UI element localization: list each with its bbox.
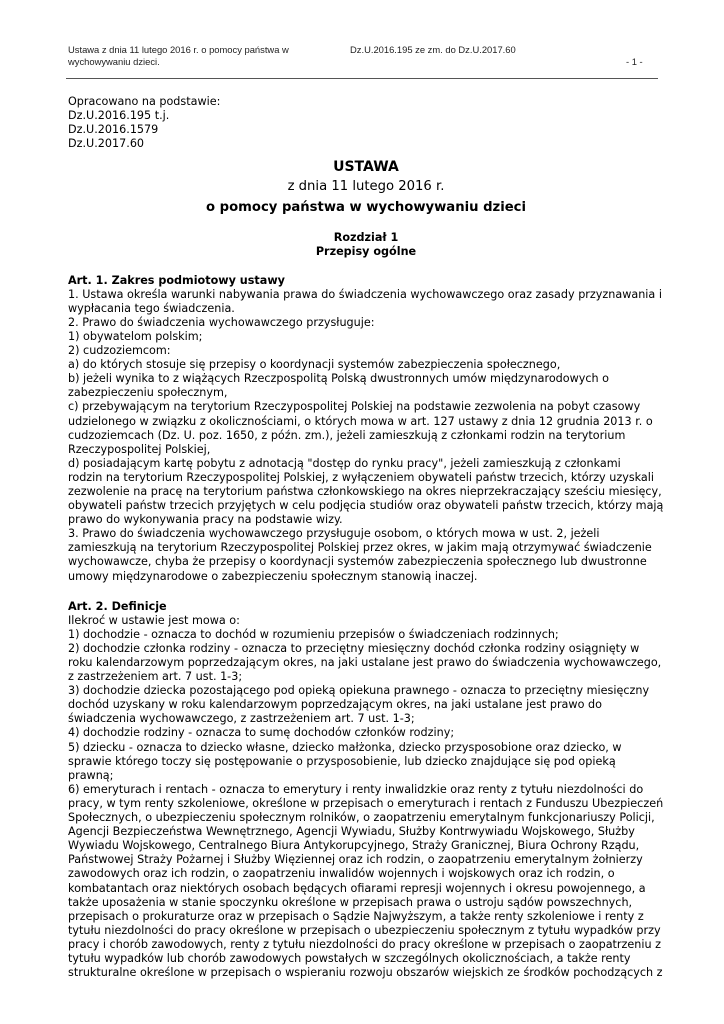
text-line: tytułu niezdolności do pracy określone w przepisach o ubezpieczeniu społecznym z tytułu wypadków przy xyxy=(68,923,661,937)
text-line: tytułu wypadków lub chorób zawodowych powstałych w szczególnych okolicznościach, a także renty xyxy=(68,951,631,965)
text-line: 1) dochodzie - oznacza to dochód w rozumieniu przepisów o świadczeniach rodzinnych; xyxy=(68,627,559,641)
text-line: 3. Prawo do świadczenia wychowawczego przysługuje osobom, o których mowa w ust. 2, jeżeli xyxy=(68,527,600,541)
text-line: pracy, w tym renty szkoleniowe, określone w przepisach o emeryturach i rentach z Funduszu Ubezpieczeń xyxy=(68,796,664,810)
text-line: zezwolenie na pracę na terytorium państwa członkowskiego na okres nieprzekraczający sześciu miesięcy, xyxy=(68,484,662,498)
text-line: Społecznych, o ubezpieczeniu społecznym rolników, o zaopatrzeniu emerytalnym funkcjonariuszy Policji, xyxy=(68,811,655,825)
text-line: 3) dochodzie dziecka pozostającego pod opieką opiekuna prawnego - oznacza to przeciętny miesięczny xyxy=(68,684,650,698)
text-line: rodzin na terytorium Rzeczypospolitej Polskiej, z wyłączeniem obywateli państw trzecich, którzy uzyskali xyxy=(68,470,655,484)
chapter-number: Rozdział 1 xyxy=(333,231,399,245)
act-subject: o pomocy państwa w wychowywaniu dzieci xyxy=(206,200,526,216)
text-line: a) do których stosuje się przepisy o koordynacji systemów zabezpieczenia społecznego, xyxy=(68,358,561,372)
article-1-heading: Art. 1. Zakres podmiotowy ustawy xyxy=(68,273,285,287)
article-2-heading: Art. 2. Definicje xyxy=(68,599,167,613)
text-line: 2) cudzoziemcom: xyxy=(68,344,171,358)
text-line: także uposażenia w stanie spoczynku określone w przepisach prawa o ustroju sądów powszechnych, xyxy=(68,895,633,909)
text-line: świadczenia wychowawczego, z zastrzeżeniem art. 7 ust. 1-3; xyxy=(68,712,415,726)
act-date: z dnia 11 lutego 2016 r. xyxy=(287,179,445,195)
header-page-number: - 1 - xyxy=(626,56,643,67)
text-line: cudzoziemcach (Dz. U. poz. 1650, z późn. zm.), jeżeli zamieszkują z członkami rodzin na terytorium xyxy=(68,428,626,442)
text-line: Ilekroć w ustawie jest mowa o: xyxy=(68,613,240,627)
text-line: 1. Ustawa określa warunki nabywania prawa do świadczenia wychowawczego oraz zasady przyznawania i xyxy=(68,287,662,301)
text-line: 4) dochodzie rodziny - oznacza to sumę dochodów członków rodziny; xyxy=(68,726,455,740)
basis-ref: Dz.U.2017.60 xyxy=(68,137,145,151)
text-line: c) przebywającym na terytorium Rzeczypospolitej Polskiej na podstawie zezwolenia na pobyt czasowy xyxy=(68,400,641,414)
text-line: 2) dochodzie członka rodziny - oznacza to przeciętny miesięczny dochód członka rodziny osiągnięty w xyxy=(68,641,640,655)
text-line: Rzeczypospolitej Polskiej, xyxy=(68,442,211,456)
text-line: prawną; xyxy=(68,768,114,782)
text-line: prawo do wykonywania pracy na podstawie wizy. xyxy=(68,513,343,527)
text-line: przepisach o prokuraturze oraz w przepisach o Sądzie Najwyższym, a także renty szkoleniowe i renty z xyxy=(68,909,644,923)
text-line: pracy i chorób zawodowych, renty z tytułu niezdolności do pracy określone w przepisach o zaopatrzeniu z xyxy=(68,937,662,951)
basis-ref: Dz.U.2016.1579 xyxy=(68,123,159,137)
text-line: obywateli państw trzecich przyjętych w celu podjęcia studiów oraz obywateli państw trzecich, którzy mają xyxy=(68,499,664,513)
text-line: 5) dziecku - oznacza to dziecko własne, dziecko małżonka, dziecko przysposobione oraz dziecko, w xyxy=(68,740,622,754)
act-title: USTAWA xyxy=(333,159,399,176)
basis-block xyxy=(68,95,664,151)
text-line: zamieszkują na terytorium Rzeczypospolitej Polskiej przez okres, w jakim mają otrzymywać świadczenie xyxy=(68,541,652,555)
header-title-line-2: wychowywaniu dzieci. xyxy=(68,56,160,67)
chapter-name: Przepisy ogólne xyxy=(315,245,417,259)
text-line: sprawie którego toczy się postępowanie o przysposobienie, lub dziecko znajdujące się pod opieką xyxy=(68,754,616,768)
text-line: 1) obywatelom polskim; xyxy=(68,329,203,343)
text-line: dochód uzyskany w roku kalendarzowym poprzedzającym okres, na jaki ustalane jest prawo do xyxy=(68,698,602,712)
text-line: wypłacania tego świadczenia. xyxy=(68,301,235,315)
text-line: wychowawcze, chyba że przepisy o koordynacji systemów zabezpieczenia społecznego lub dwustronne xyxy=(68,555,647,569)
text-line: Państwowej Straży Pożarnej i Służby Więziennej oraz ich rodzin, o zaopatrzeniu emerytalnym żołnierzy xyxy=(68,853,643,867)
text-line: 2. Prawo do świadczenia wychowawczego przysługuje: xyxy=(68,315,375,329)
text-line: roku kalendarzowym poprzedzającym okres, na jaki ustalane jest prawo do świadczenia wychowawczego, xyxy=(68,656,662,669)
text-line: udzielonego w związku z okolicznościami, o których mowa w art. 127 ustawy z dnia 12 grudnia 2013 r. o xyxy=(68,414,653,428)
text-line: Wywiadu Wojskowego, Centralnego Biura Antykorupcyjnego, Straży Granicznej, Biura Ochrony Rządu, xyxy=(68,839,640,853)
text-line: zawodowych oraz ich rodzin, o zaopatrzeniu inwalidów wojennych i wojskowych oraz ich rodzin, o xyxy=(68,867,615,881)
header-source-reference: Dz.U.2016.195 ze zm. do Dz.U.2017.60 xyxy=(350,44,516,55)
basis-ref: Dz.U.2016.195 t.j. xyxy=(68,109,170,123)
article-2-text xyxy=(68,614,664,980)
basis-intro: Opracowano na podstawie: xyxy=(68,95,221,108)
text-line: zabezpieczeniu społecznym, xyxy=(68,386,228,400)
text-line: kombatantach oraz niektórych osobach będących ofiarami represji wojennych i okresu powojennego, a xyxy=(68,881,646,895)
text-line: strukturalne określone w przepisach o wspieraniu rozwoju obszarów wiejskich ze środków pochodzących z xyxy=(68,966,663,980)
article-1-text xyxy=(68,288,664,584)
text-line: z zastrzeżeniem art. 7 ust. 1-3; xyxy=(68,670,243,684)
text-line: umowy międzynarodowe o zabezpieczeniu społecznym stanowią inaczej. xyxy=(68,569,478,583)
text-line: Agencji Bezpieczeństwa Wewnętrznego, Agencji Wywiadu, Służby Kontrwywiadu Wojskowego, Służby xyxy=(68,825,635,839)
text-line: 6) emeryturach i rentach - oznacza to emerytury i renty inwalidzkie oraz renty z tytułu niezdolności do xyxy=(68,782,644,796)
header-divider xyxy=(66,78,658,79)
header-title-line-1: Ustawa z dnia 11 lutego 2016 r. o pomocy państwa w xyxy=(68,44,289,55)
document-body xyxy=(68,95,664,980)
text-line: d) posiadającym kartę pobytu z adnotacją "dostęp do rynku pracy", jeżeli zamieszkują z członkami xyxy=(68,456,621,470)
text-line: b) jeżeli wynika to z wiążących Rzeczpospolitą Polską dwustronnych umów międzynarodowych o xyxy=(68,372,610,386)
